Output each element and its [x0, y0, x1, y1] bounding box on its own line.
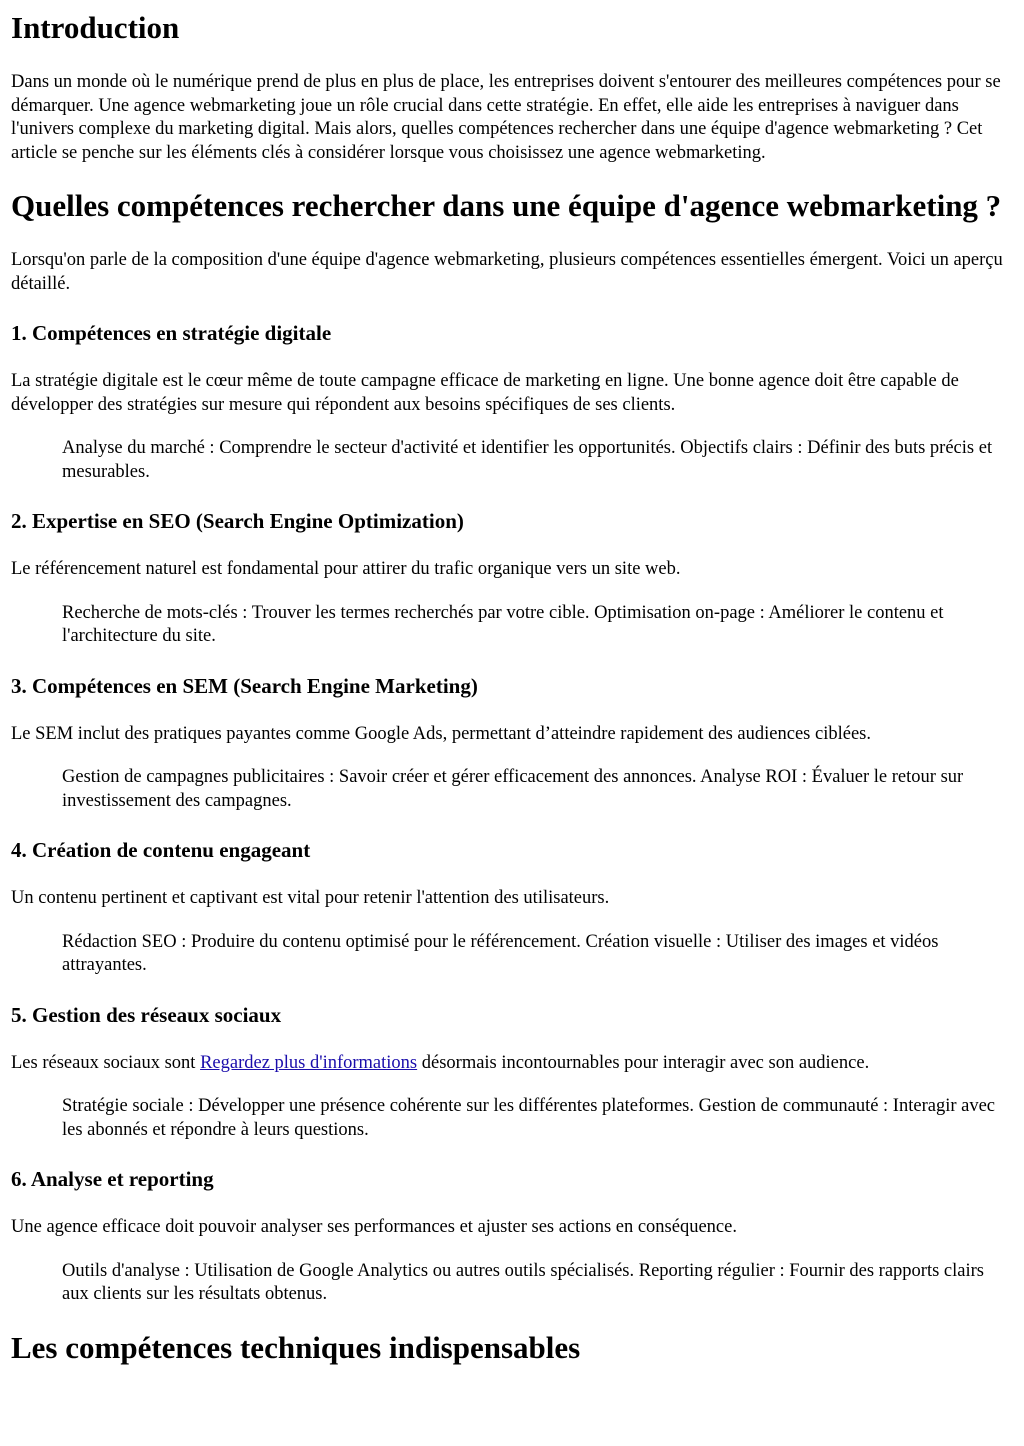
section-4-heading: 4. Création de contenu engageant: [11, 838, 311, 862]
section-6-heading: 6. Analyse et reporting: [11, 1167, 214, 1191]
section-3-quote: Gestion de campagnes publicitaires : Savoir créer et gérer efficacement des annonces. Analyse ROI : Évaluer le retour sur investissement des campagnes.: [62, 767, 964, 811]
intro-paragraph: Dans un monde où le numérique prend de plus en plus de place, les entreprises doivent s'entourer des meilleures compétences pour se démarquer. Une agence webmarketing joue un rôle crucial dans cette stratégie. En effet, elle aide les entreprises à naviguer dans l'univers complexe du marketing digital. Mais alors, quelles compétences rechercher dans une équipe d'agence webmarketing ? Cet article se penche sur les éléments clés à considérer lorsque vous choisissez une agence webmarketing.: [11, 72, 1001, 163]
more-info-link[interactable]: Regardez plus d'informations: [200, 1052, 418, 1073]
section-2-heading: 2. Expertise en SEO (Search Engine Optimization): [11, 509, 464, 533]
section-3-paragraph: Le SEM inclut des pratiques payantes comme Google Ads, permettant d’atteindre rapidement des audiences ciblées.: [11, 723, 871, 744]
section-1-heading: 1. Compétences en stratégie digitale: [11, 321, 332, 345]
next-section-heading: Les compétences techniques indispensables: [11, 1329, 581, 1365]
section-1-paragraph: La stratégie digitale est le cœur même de toute campagne efficace de marketing en ligne. Une bonne agence doit être capable de développer des stratégies sur mesure qui répondent aux besoins spécifiques de ses clients.: [11, 371, 959, 415]
section-3-heading: 3. Compétences en SEM (Search Engine Marketing): [11, 673, 478, 698]
intro-heading: Introduction: [11, 10, 180, 45]
section-6-paragraph: Une agence efficace doit pouvoir analyser ses performances et ajuster ses actions en conséquence.: [11, 1217, 737, 1237]
main-heading: Quelles compétences rechercher dans une équipe d'agence webmarketing ?: [11, 188, 1002, 223]
section-4-quote: Rédaction SEO : Produire du contenu optimisé pour le référencement. Création visuelle : Utiliser des images et vidéos attrayantes.: [62, 931, 939, 975]
section-5-heading: 5. Gestion des réseaux sociaux: [11, 1002, 282, 1027]
article-content: [0, 9, 1024, 1367]
section-1-quote: Analyse du marché : Comprendre le secteur d'activité et identifier les opportunités. Objectifs clairs : Définir des buts précis et mesurables.: [62, 438, 993, 482]
section-4-paragraph: Un contenu pertinent et captivant est vital pour retenir l'attention des utilisateurs.: [11, 888, 610, 908]
section-2-quote: Recherche de mots-clés : Trouver les termes recherchés par votre cible. Optimisation on-page : Améliorer le contenu et l'architecture du site.: [62, 602, 944, 646]
section-5-text-after: désormais incontournables pour interagir avec son audience.: [417, 1052, 870, 1073]
section-6-quote: Outils d'analyse : Utilisation de Google Analytics ou autres outils spécialisés. Reporting régulier : Fournir des rapports clairs aux clients sur les résultats obtenus.: [62, 1260, 984, 1304]
section-5-paragraph: [11, 1052, 1013, 1076]
section-5-quote: Stratégie sociale : Développer une présence cohérente sur les différentes plateformes. Gestion de communauté : Interagir avec les abonnés et répondre à leurs questions.: [62, 1096, 996, 1140]
section-5-text-before: Les réseaux sociaux sont: [11, 1052, 201, 1073]
section-2-paragraph: Le référencement naturel est fondamental pour attirer du trafic organique vers un site web.: [11, 559, 681, 579]
main-paragraph: Lorsqu'on parle de la composition d'une équipe d'agence webmarketing, plusieurs compétences essentielles émergent. Voici un aperçu détaillé.: [11, 250, 1003, 294]
